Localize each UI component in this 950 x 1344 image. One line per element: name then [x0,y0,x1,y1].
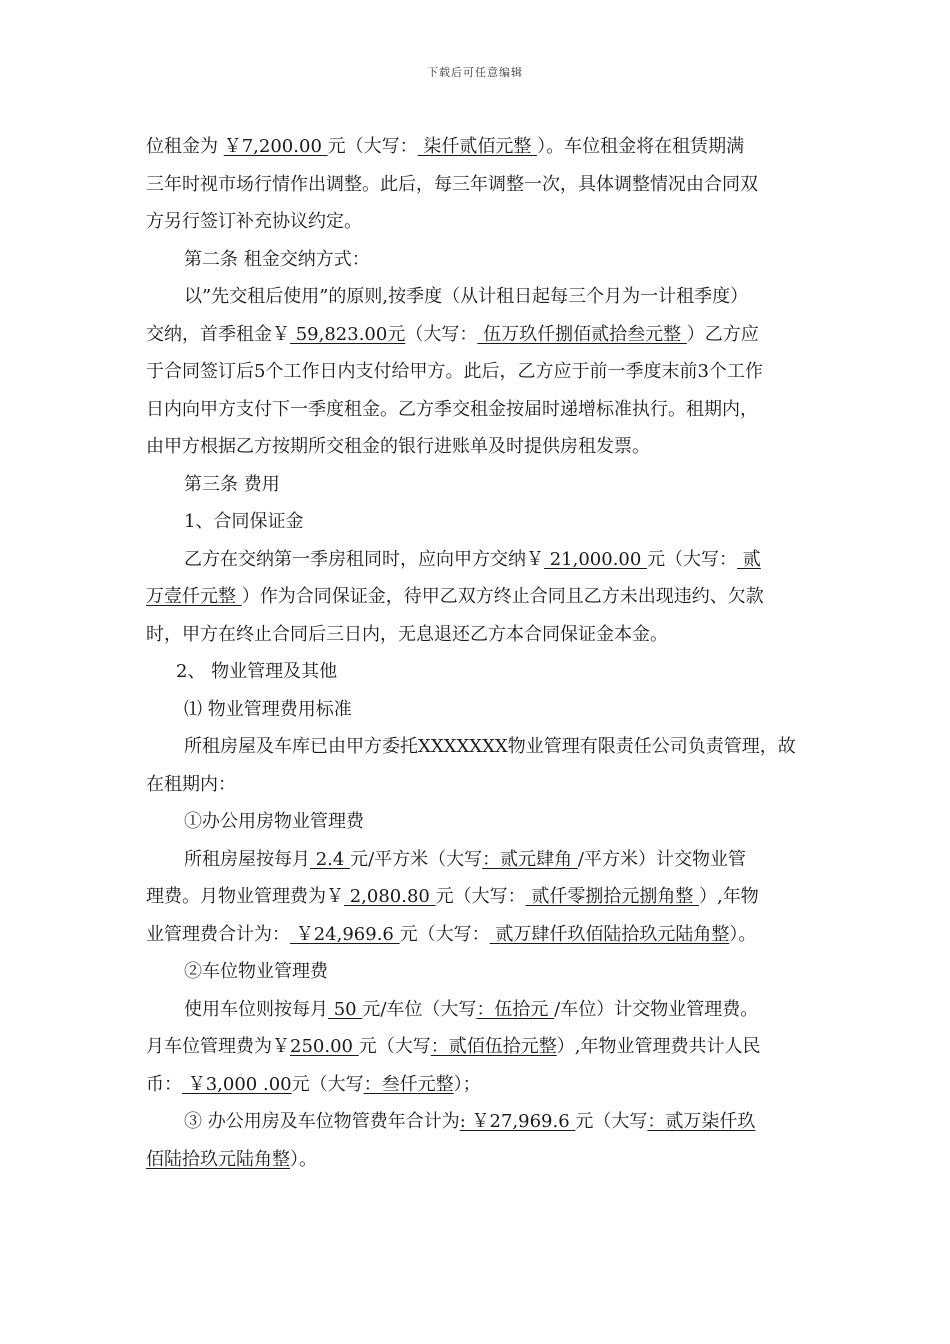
filled-blank: 21,000.00 [544,548,648,570]
text-line [146,1103,806,1141]
text-line [146,728,806,766]
text-line [146,691,806,729]
text-segment: 元/平方米（大写 [350,848,483,870]
text-segment: 第二条 租金交纳方式： [184,248,370,270]
text-segment: 元（大写： [647,548,738,570]
text-segment: 元（大写： [399,923,490,945]
text-segment: 位租金为 [146,136,224,157]
text-line [146,878,806,916]
page-header: 下载后可任意编辑 [427,66,523,79]
text-line [146,1141,806,1179]
text-segment: 元（大写 [291,1073,364,1095]
text-segment: ③ 办公用房及车位物管费年合计为 [184,1111,460,1132]
text-line [146,953,806,991]
text-line [146,653,806,691]
filled-blank: : ￥27,969.6 [459,1111,576,1132]
filled-blank: 50 [328,998,363,1020]
filled-blank: ：贰佰伍拾元整 [430,1036,557,1057]
text-segment: 方另行签订补充协议约定。 [146,211,362,232]
filled-blank: 250.00 [290,1036,359,1057]
text-segment: ⑴ 物业管理费用标准 [184,698,352,720]
filled-blank: ：贰元肆角 [482,848,578,870]
text-segment: ）作为合同保证金，待甲乙双方终止合同且乙方未出现违约、欠款 [241,586,764,607]
text-segment: ）。车位租金将在租赁期满 [537,136,745,157]
filled-blank: ￥3,000 .00 [182,1073,292,1095]
text-segment: 业管理费合计为： [146,923,290,945]
text-segment: 元（大写： [435,886,526,907]
text-line [146,203,806,241]
filled-blank: ：叁仟元整 [363,1073,454,1095]
text-segment: 所租房屋及车库已由甲方委托XXXXXXX物业管理有限责任公司负责管理，故 [184,736,796,757]
text-line [146,616,806,654]
filled-blank: 贰仟零捌拾元捌角整 [525,886,700,907]
text-segment: 时，甲方在终止合同后三日内，无息退还乙方本合同保证金本金。 [146,623,668,645]
text-line [146,541,806,579]
text-line [146,1028,806,1066]
text-segment: 日内向甲方支付下一季度租金。乙方季交租金按届时递增标准执行。租期内， [146,398,758,420]
text-line [146,578,806,616]
text-line [146,241,806,279]
text-segment: 第三条 费用 [184,473,280,495]
text-segment: 以”先交租后使用”的原则,按季度（从计租日起每三个月为一计租季度） [184,286,749,307]
filled-blank: 贰 [737,548,761,570]
text-segment: ）。 [729,923,757,945]
text-segment: /车位）计交物业管理费。 [554,998,759,1020]
text-segment: ）乙方应 [686,323,759,345]
text-segment: 所租房屋按每月 [184,848,310,870]
document-body [146,128,806,1178]
filled-blank: 柒仟贰佰元整 [417,136,538,157]
text-segment: 乙方在交纳第一季房租同时，应向甲方交纳￥ [184,548,544,570]
text-line [146,128,806,166]
text-line [146,766,806,804]
filled-blank: ￥24,969.6 [290,923,400,945]
filled-blank: ：贰万柒仟玖 [647,1111,756,1132]
filled-blank: 2,080.80 [344,886,436,907]
text-line [146,916,806,954]
text-line [146,353,806,391]
filled-blank: 伍万玖仟捌佰贰拾叁元整 [477,323,687,345]
text-segment: ①办公用房物业管理费 [184,811,364,832]
text-segment: ）。 [290,1148,317,1170]
text-segment: ）,年物 [699,886,759,907]
text-segment: 币： [146,1073,182,1095]
text-segment: 于合同签订后5个工作日内支付给甲方。此后，乙方应于前一季度末前3个工作 [146,361,763,382]
text-segment: ）； [453,1073,481,1095]
filled-blank: 佰陆拾玖元陆角整 [146,1148,290,1170]
filled-blank: 万壹仟元整 [146,586,242,607]
text-line [146,503,806,541]
text-segment: 由甲方根据乙方按期所交租金的银行进账单及时提供房租发票。 [146,436,650,457]
text-segment: 使用车位则按每月 [184,998,328,1020]
text-segment: 元（大写 [575,1111,648,1132]
text-line [146,1066,806,1104]
text-line [146,466,806,504]
text-segment: 2、 物业管理及其他 [176,661,338,682]
text-line [146,428,806,466]
text-segment: 1、合同保证金 [184,511,304,532]
text-segment: 在租期内： [146,773,236,795]
filled-blank: 2.4 [310,848,351,870]
text-line [146,391,806,429]
text-line [146,278,806,316]
text-segment: 三年时视市场行情作出调整。此后，每三年调整一次，具体调整情况由合同双 [146,173,758,195]
text-segment: 元（大写 [358,1036,431,1057]
text-line [146,991,806,1029]
text-line [146,316,806,354]
text-segment: /平方米）计交物业管 [577,848,746,870]
text-segment: 理费。月物业管理费为￥ [146,886,344,907]
text-line [146,803,806,841]
text-segment: 元/车位（大写 [362,998,477,1020]
text-segment: ）,年物业管理费共计人民 [556,1036,761,1057]
text-segment: （大写： [405,323,478,345]
filled-blank: ：伍拾元 [476,998,555,1020]
text-segment: 月车位管理费为￥ [146,1036,290,1057]
text-segment: 元（大写： [327,136,418,157]
text-segment: ②车位物业管理费 [184,961,328,982]
filled-blank: 59,823.00元 [290,323,406,345]
text-line [146,841,806,879]
filled-blank: ￥7,200.00 [223,136,328,157]
filled-blank: 贰万肆仟玖佰陆拾玖元陆角整 [489,923,730,945]
text-line [146,166,806,204]
text-segment: 交纳，首季租金￥ [146,323,290,345]
